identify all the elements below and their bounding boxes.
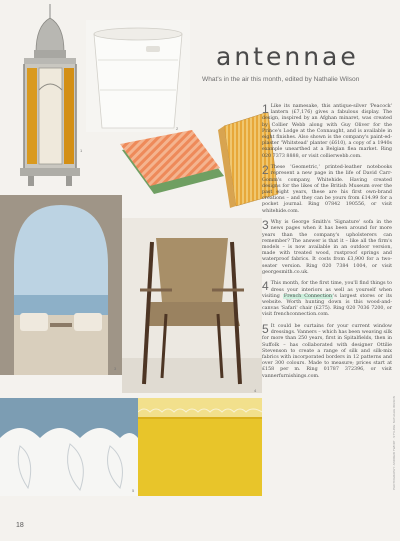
news-item-2 [262, 165, 392, 215]
caption-2: 2 [176, 126, 179, 131]
item-text: This month, for the first time, you'll find things to dress your interiors as well as yourself when visiting [262, 281, 392, 299]
news-item-5 [262, 324, 392, 380]
highlighted-brand: French Connection [283, 293, 333, 299]
vanners-silk-photo [138, 398, 262, 496]
safari-chair-photo [122, 218, 262, 393]
caption-5: 5 [132, 488, 135, 493]
item-number: 3 [262, 218, 269, 233]
caption-3: 3 [114, 366, 117, 371]
item-number: 5 [262, 322, 269, 337]
item-text: Why is George Smith's 'Signature' sofa in the news pages when it has been around for more years than the company's upholsterers can remember? The answer is that it – like all the firm's models – is now available in an outdoor version, made with treated wood, rustproof springs and waterproof fabrics. It costs from £3,900 for a two-seater version. Ring 020 7384 1004, or visit georgesmith.co.uk. [262, 220, 392, 275]
signature-sofa-photo [0, 195, 122, 375]
item-text: It could be curtains for your current window dressings. Vanners – which has been weaving silk for more than 250 years, first in Spitalfields, then in Suffolk – has collaborated with designer Ottilie Stevenson to create a range of silk and silk-mix fabrics with incorporated borders in 12 patterns and over 300 colours. Made to measure; prices start at £158 per m. Ring 01787 372396, or visit vannerfurnishings.com. [262, 324, 392, 379]
section-header [196, 44, 392, 83]
news-column [262, 104, 392, 385]
geometric-notebooks-photo [120, 110, 280, 210]
caption-1: 1 [80, 148, 83, 153]
section-subtitle: What's in the air this month, edited by Nathalie Wilson [202, 76, 360, 83]
item-text: Like its namesake, this antique-silver 'Peacock' lantern (£7,176) gives a fabulous display. The design, inspired by an Afghan minaret, was created by Collier Webb along with Guy Oliver for the Prince's Lodge at the Connaught, and is available in eight finishes. Also shown is the company's paint-ed-plaster 'Whitstead' planter (£610), a copy of a 1940s example unearthed at a Belgian flea market. Ring 020 7373 8888, or visit collierwebb.com. [262, 104, 392, 159]
item-text: 's largest stores or its website. Worth hunting down is this wood-and-canvas 'Safari' chair (£275). Ring 020 7036 7200, or visit frenchconnection.com. [262, 293, 392, 318]
photo-credit: PHOTOGRAPHY: ANDREW TWORT · STYLING: NATHALIE WILSON [392, 396, 396, 490]
item-text: These 'Geometric,' printed-leather notebooks represent a new page in the life of David Carr-Gomm's company, Whitehide. Having created designs for the likes of the British Museum over the past eight years, these are his first own-brand creations – and they can be yours from £14.99 for a pocket journal. Ring 07842 190556, or visit whitehide.com. [262, 165, 392, 214]
page-number: 18 [16, 522, 24, 529]
item-number: 1 [262, 102, 269, 116]
news-item-3 [262, 220, 392, 276]
caption-4: 4 [254, 388, 257, 393]
item-number: 2 [262, 163, 269, 178]
news-item-1 [262, 104, 392, 160]
peacock-lantern-photo [14, 4, 88, 190]
news-item-4 [262, 281, 392, 318]
section-title: antennae [216, 42, 359, 71]
lace-fabric-photo [0, 398, 138, 496]
item-number: 4 [262, 279, 269, 294]
